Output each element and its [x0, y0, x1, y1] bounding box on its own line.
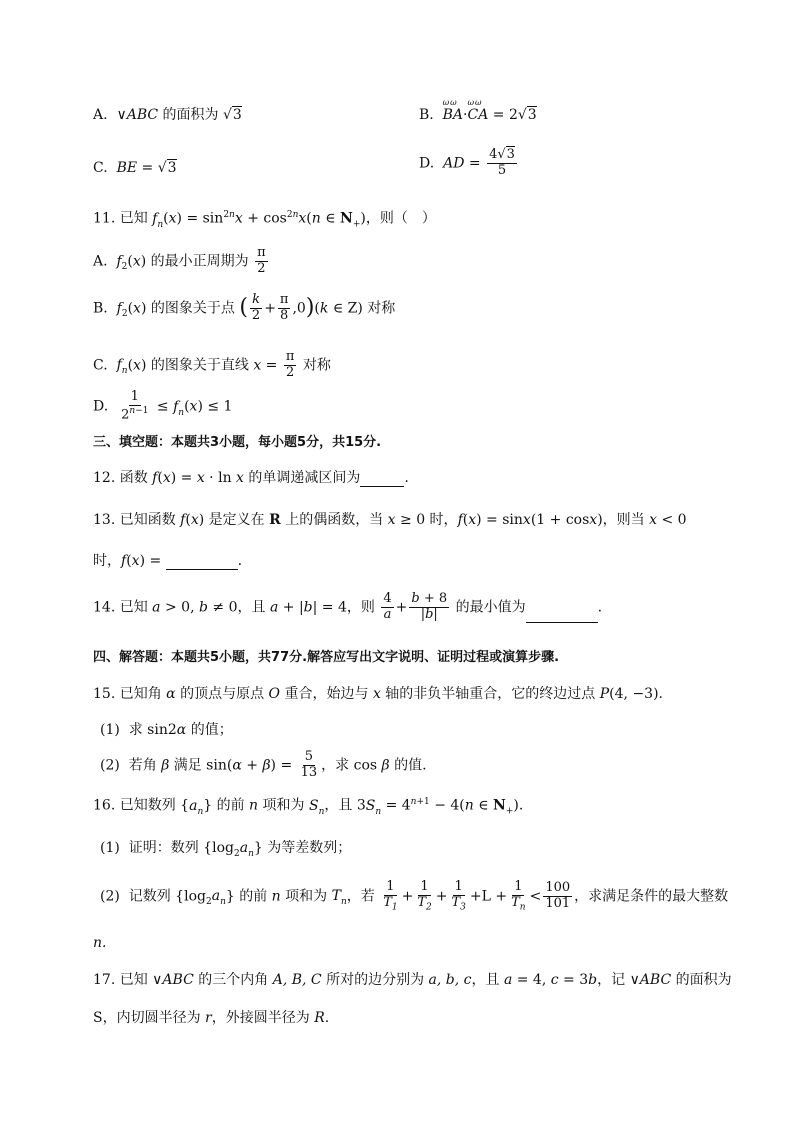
q15-part2: (2) 若角 β 满足 sin(α + β) = $\frac{5}{13}$ ，求 cos β 的值. [100, 749, 427, 780]
q17-line1: 17. 已知 ∨ABC 的三个内角 A, B, C 所对的边分别为 a, b, c，且 a = 4, c = 3b，记 ∨ABC 的面积为 [93, 972, 732, 988]
q11-option-a: A. $f_2(x)$ 的最小正周期为 $\frac{\pi}{2}$ [93, 245, 266, 276]
q10-option-a: A. ∨ABC 的面积为 √3 [93, 107, 242, 123]
section-4-heading: 四、解答题：本题共5小题，共77分.解答应写出文字说明、证明过程或演算步骤. [93, 650, 560, 665]
q17-line2: S，内切圆半径为 r，外接圆半径为 R. [93, 1010, 330, 1026]
q16-stem: 16. 已知数列 $\{a_n\}$ 的前 n 项和为 $S_n$，且 $3S_n = 4^{n+1} - 4(n$ ∈ $N_+$). [93, 797, 524, 817]
q10-option-b: B. ωω BA·ωω CA = 2√3 [419, 107, 537, 124]
q11-option-d: D. $\frac{1}{2^{n-1}}$ ≤ $f_n(x) \le 1$ [93, 389, 233, 423]
q10-option-c: C. BE = √3 [93, 160, 177, 176]
q13-line1: 13. 已知函数 f(x) 是定义在 R 上的偶函数，当 x ≥ 0 时，f(x) = sinx(1 + cosx)，则当 x < 0 [93, 512, 687, 528]
q11-stem: 11. 已知 $f_n(x) = \sin^{2n}x + \cos^{2n}x(n$ ∈ $N_+$)，则（ ） [93, 210, 436, 230]
q14: 14. 已知 a > 0, b ≠ 0，且 a + |b| = 4，则 $\frac{4}{a}$ + $\frac{b + 8}{|b|}$ 的最小值为 . [93, 591, 603, 622]
q15-stem: 15. 已知角 α 的顶点与原点 O 重合，始边与 x 轴的非负半轴重合，它的终边过点 P(4, −3). [93, 686, 663, 702]
q13-line2: 时，f(x) = . [93, 553, 243, 569]
q16-part2: (2) 记数列 $\{\log_2a_n\}$ 的前 n 项和为 $T_n$，若 $\frac{1}{T_1}$ + $\frac{1}{T_2}$ + $\frac{1}{T_3}$ +L + $\frac{1}{T_n}$ < $\frac{100}{101}$ ，求满足条件的最大整数 [100, 879, 729, 913]
section-3-heading: 三、填空题：本题共3小题，每小题5分，共15分. [93, 435, 382, 450]
q12: 12. 函数 f(x) = x · ln x 的单调递减区间为 . [93, 470, 409, 486]
q16-part2-end: n. [93, 935, 107, 951]
q16-part1: (1) 证明：数列 $\{\log_2a_n\}$ 为等差数列； [100, 840, 352, 859]
q11-option-c: C. $f_n(x)$ 的图象关于直线 x = $\frac{\pi}{2}$ 对称 [93, 349, 331, 380]
q10-option-d: D. AD = $\frac{4√3}{5}$ [419, 147, 515, 178]
q11-option-b: B. $f_2(x)$ 的图象关于点 ( $\frac{k}{2}$ + $\frac{\pi}{8}$ ,0)(k ∈ Z) 对称 [93, 292, 396, 323]
q15-part1: (1) 求 sin2α 的值； [100, 722, 233, 738]
